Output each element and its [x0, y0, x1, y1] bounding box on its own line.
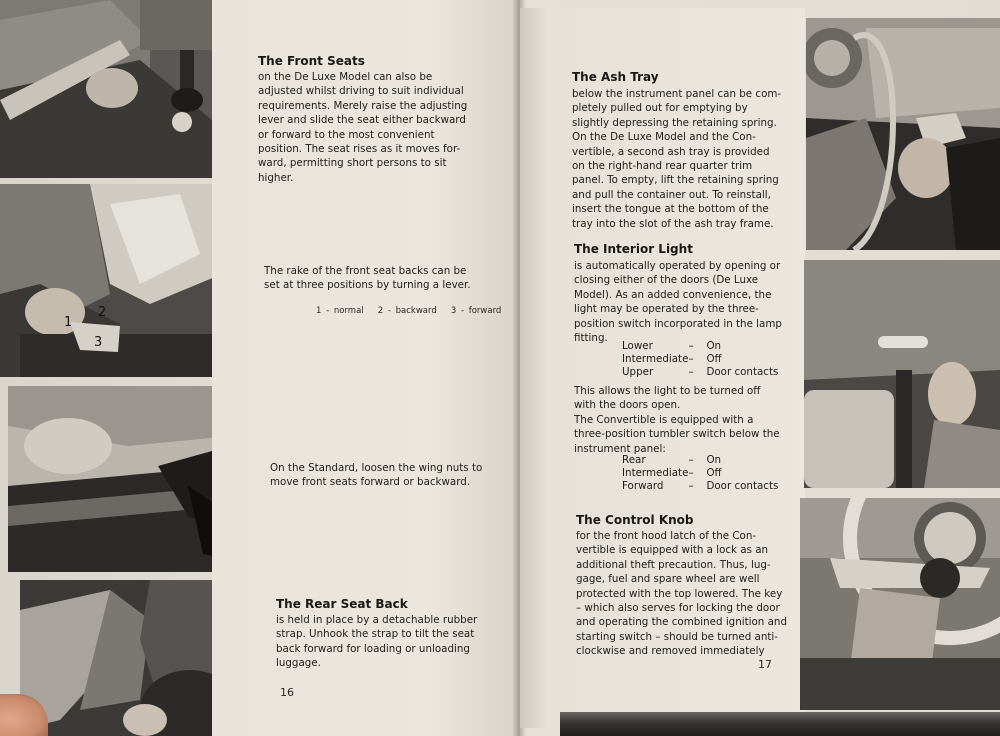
table-row: [622, 467, 778, 480]
interior-light-paragraph: [574, 259, 790, 345]
dash: –: [688, 340, 694, 352]
text-line: pletely pulled out for emptying by: [572, 102, 748, 115]
text-line: below the instrument panel can be com-: [572, 88, 782, 100]
text-line: or forward to the most convenient: [258, 128, 435, 141]
text-line: insert the tongue at the bottom of the: [572, 203, 769, 216]
text-line: higher.: [258, 171, 294, 184]
text-line: gage, fuel and spare wheel are well: [576, 573, 760, 586]
photo-label-3: 3: [94, 335, 103, 350]
photo-steering-wheel-key: [800, 498, 1000, 710]
dash: –: [688, 480, 694, 492]
switch-value: Off: [706, 353, 722, 365]
interior-light-after: [574, 384, 790, 456]
text-line: instrument panel:: [574, 442, 666, 455]
switch-position: Lower: [622, 340, 653, 352]
dash: –: [688, 454, 694, 466]
text-line: panel. To empty, lift the retaining spring: [572, 174, 779, 187]
interior-light-heading: The Interior Light: [574, 242, 693, 256]
text-line: with the doors open.: [574, 399, 681, 412]
switch-value: On: [706, 454, 722, 466]
text-line: for the front hood latch of the Con-: [576, 530, 757, 542]
text-line: lever and slide the seat either backward: [258, 114, 466, 127]
switch-position: Intermediate: [622, 467, 689, 479]
text-line: The Convertible is equipped with a: [574, 413, 754, 426]
dash: –: [688, 467, 694, 479]
text-line: three-position tumbler switch below the: [574, 428, 780, 441]
seat-rake-positions: 1 - normal 2 - backward 3 - forward: [316, 306, 502, 316]
text-line: On the De Luxe Model and the Con-: [572, 131, 756, 144]
table-row: [622, 353, 778, 366]
text-line: adjusted whilst driving to suit individual: [258, 85, 464, 98]
rear-seat-back-heading: The Rear Seat Back: [276, 597, 408, 611]
switch-value: Door contacts: [706, 366, 779, 378]
text-line: strap. Unhook the strap to tilt the seat: [276, 628, 475, 641]
page-number-16: 16: [280, 686, 294, 699]
ash-tray-heading: The Ash Tray: [572, 70, 659, 84]
text-line: protected with the top lowered. The key: [576, 587, 783, 600]
text-line: Model). As an added convenience, the: [574, 288, 772, 301]
control-knob-heading: The Control Knob: [576, 513, 694, 527]
photo-wing-nuts: [8, 386, 230, 572]
seat-rake-paragraph: [264, 264, 494, 293]
switch-value: On: [706, 340, 722, 352]
photo-label-1: 1: [64, 315, 73, 330]
text-line: position switch incorporated in the lamp: [574, 317, 782, 330]
page-16: [212, 0, 520, 736]
photo-seat-rake-lever: [0, 184, 222, 377]
text-line: The rake of the front seat backs can be: [264, 265, 467, 277]
front-seats-paragraph: [258, 70, 476, 185]
text-line: and operating the combined ignition and: [576, 616, 787, 629]
text-line: On the Standard, loosen the wing nuts to: [270, 462, 483, 474]
lamp-switch-table: [622, 340, 778, 379]
text-line: vertible is equipped with a lock as an: [576, 544, 769, 557]
photo-rear-seat-strap: [20, 580, 232, 736]
text-line: slightly depressing the retaining spring.: [572, 116, 777, 129]
dash: –: [688, 366, 694, 378]
switch-value: Door contacts: [706, 480, 779, 492]
rear-seat-back-paragraph: [276, 613, 494, 671]
text-line: move front seats forward or backward.: [270, 476, 471, 489]
text-line: – which also serves for locking the door: [576, 602, 780, 615]
text-line: starting switch – should be turned anti-: [576, 630, 779, 643]
page-17: [520, 8, 805, 728]
text-line: ward, permitting short persons to sit: [258, 157, 447, 170]
text-line: vertible, a second ash tray is provided: [572, 145, 770, 158]
switch-position: Rear: [622, 454, 646, 466]
photo-interior-light: [804, 260, 1000, 488]
text-line: additional theft precaution. Thus, lug-: [576, 558, 771, 571]
text-line: tray into the slot of the ash tray frame.: [572, 217, 774, 230]
switch-position: Intermediate: [622, 353, 689, 365]
text-line: clockwise and removed immediately: [576, 645, 765, 658]
front-seats-heading: The Front Seats: [258, 54, 365, 68]
booklet-cover-edge: [560, 712, 1000, 736]
text-line: This allows the light to be turned off: [574, 385, 761, 397]
text-line: luggage.: [276, 657, 321, 670]
photo-front-seat-lever: [0, 0, 212, 178]
table-row: [622, 480, 778, 493]
table-row: [622, 454, 778, 467]
text-line: requirements. Merely raise the adjusting: [258, 99, 468, 112]
text-line: light may be operated by the three-: [574, 303, 759, 316]
switch-position: Forward: [622, 480, 664, 492]
text-line: on the right-hand rear quarter trim: [572, 160, 753, 173]
control-knob-paragraph: [576, 529, 790, 659]
standard-paragraph: [270, 461, 500, 490]
text-line: on the De Luxe Model can also be: [258, 71, 433, 83]
text-line: back forward for loading or unloading: [276, 642, 470, 655]
table-row: [622, 366, 778, 379]
text-line: position. The seat rises as it moves for-: [258, 143, 461, 156]
ash-tray-paragraph: [572, 87, 788, 231]
photo-ash-tray: [806, 18, 1000, 250]
text-line: closing either of the doors (De Luxe: [574, 274, 759, 287]
tumbler-switch-table: [622, 454, 778, 493]
page-number-17: 17: [758, 658, 772, 671]
switch-position: Upper: [622, 366, 654, 378]
text-line: is automatically operated by opening or: [574, 260, 781, 272]
text-line: is held in place by a detachable rubber: [276, 614, 478, 626]
photo-label-2: 2: [98, 305, 107, 320]
text-line: set at three positions by turning a lever.: [264, 279, 471, 292]
switch-value: Off: [706, 467, 722, 479]
text-line: fitting.: [574, 332, 608, 345]
table-row: [622, 340, 778, 353]
text-line: and pull the container out. To reinstall,: [572, 188, 771, 201]
dash: –: [688, 353, 694, 365]
